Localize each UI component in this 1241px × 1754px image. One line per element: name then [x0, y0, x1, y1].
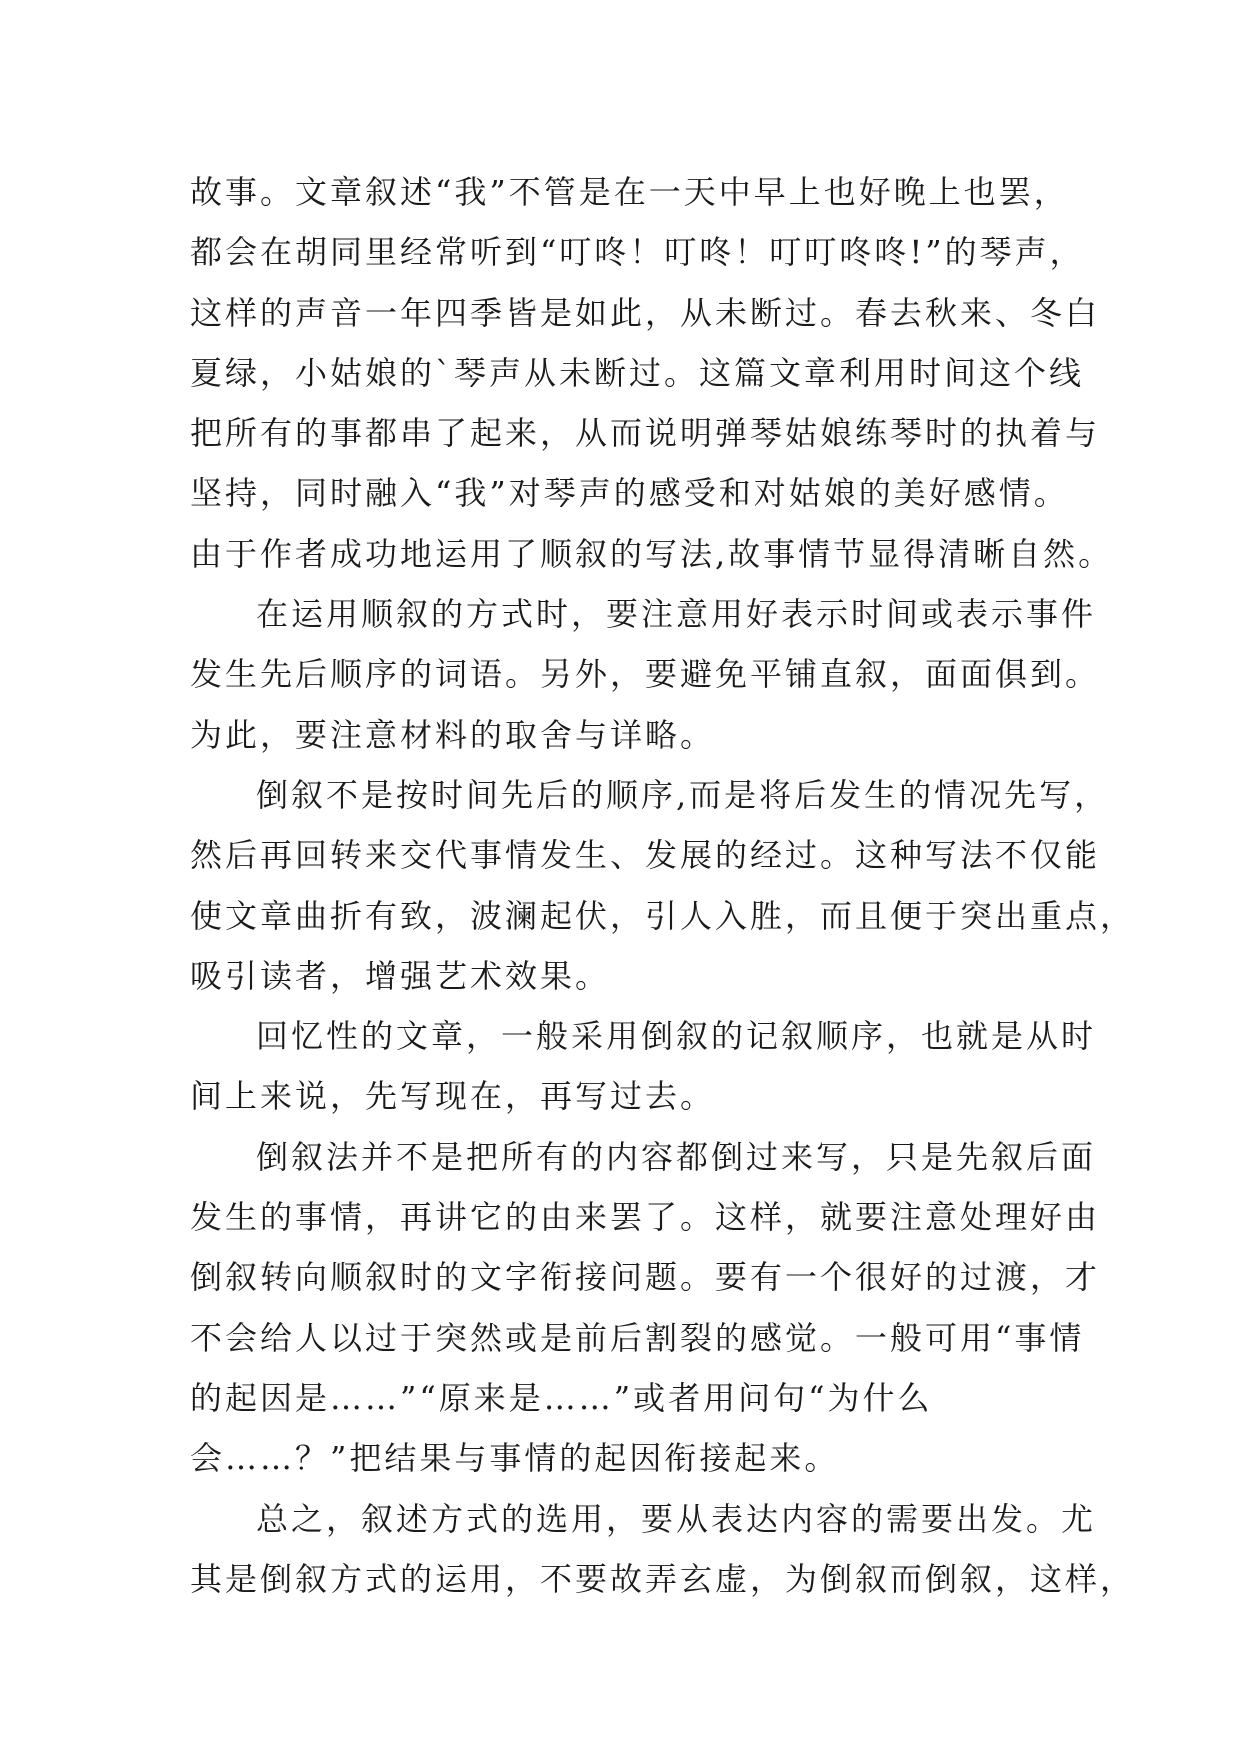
text-line: 夏绿，小姑娘的`琴声从未断过。这篇文章利用时间这个线: [190, 353, 1085, 392]
text-line: 使文章曲折有致，波澜起伏，引人入胜，而且便于突出重点，: [190, 896, 1136, 935]
text-line: 间上来说，先写现在，再写过去。: [190, 1077, 716, 1116]
text-line: 倒叙不是按时间先后的顺序,而是将后发生的情况先写，: [256, 775, 1110, 814]
text-line: 坚持，同时融入“我”对琴声的感受和对姑娘的美好感情。: [190, 474, 1069, 513]
text-line: 倒叙法并不是把所有的内容都倒过来写，只是先叙后面: [256, 1137, 1097, 1176]
text-line: 发生先后顺序的词语。另外，要避免平铺直叙，面面俱到。: [190, 655, 1101, 694]
text-line: 把所有的事都串了起来，从而说明弹琴姑娘练琴时的执着与: [190, 414, 1101, 453]
text-line: 不会给人以过于突然或是前后割裂的感觉。一般可用“事情: [190, 1318, 1085, 1357]
text-line: 在运用顺叙的方式时，要注意用好表示时间或表示事件: [256, 595, 1097, 634]
text-line: 的起因是……”“原来是……”或者用问句“为什么: [190, 1378, 933, 1417]
text-line: 由于作者成功地运用了顺叙的写法,故事情节显得清晰自然。: [190, 534, 1114, 573]
text-line: 回忆性的文章，一般采用倒叙的记叙顺序，也就是从时: [256, 1017, 1097, 1056]
text-line: 都会在胡同里经常听到“叮咚！叮咚！叮叮咚咚!”的琴声，: [190, 233, 1085, 272]
paragraph: [190, 1006, 1097, 1127]
text-line: 发生的事情，再讲它的由来罢了。这样，就要注意处理好由: [190, 1198, 1101, 1237]
paragraph: [190, 584, 1101, 765]
body-text: [190, 162, 1136, 1609]
text-line: 总之，叙述方式的选用，要从表达内容的需要出发。尤: [256, 1499, 1097, 1538]
paragraph: [190, 765, 1136, 1006]
text-line: 为此，要注意材料的取舍与详略。: [190, 715, 716, 754]
text-line: 其是倒叙方式的运用，不要故弄玄虚，为倒叙而倒叙，这样，: [190, 1559, 1136, 1598]
text-line: 然后再回转来交代事情发生、发展的经过。这种写法不仅能: [190, 836, 1101, 875]
paragraph: [190, 1127, 1101, 1489]
text-line: 吸引读者，增强艺术效果。: [190, 956, 611, 995]
text-line: 这样的声音一年四季皆是如此，从未断过。春去秋来、冬白: [190, 293, 1101, 332]
paragraph: [190, 162, 1114, 584]
text-line: 倒叙转向顺叙时的文字衔接问题。要有一个很好的过渡，才: [190, 1258, 1101, 1297]
paragraph: [190, 1489, 1136, 1610]
text-line: 会……？”把结果与事情的起因衔接起来。: [190, 1439, 840, 1478]
text-line: 故事。文章叙述“我”不管是在一天中早上也好晚上也罢，: [190, 173, 1069, 211]
